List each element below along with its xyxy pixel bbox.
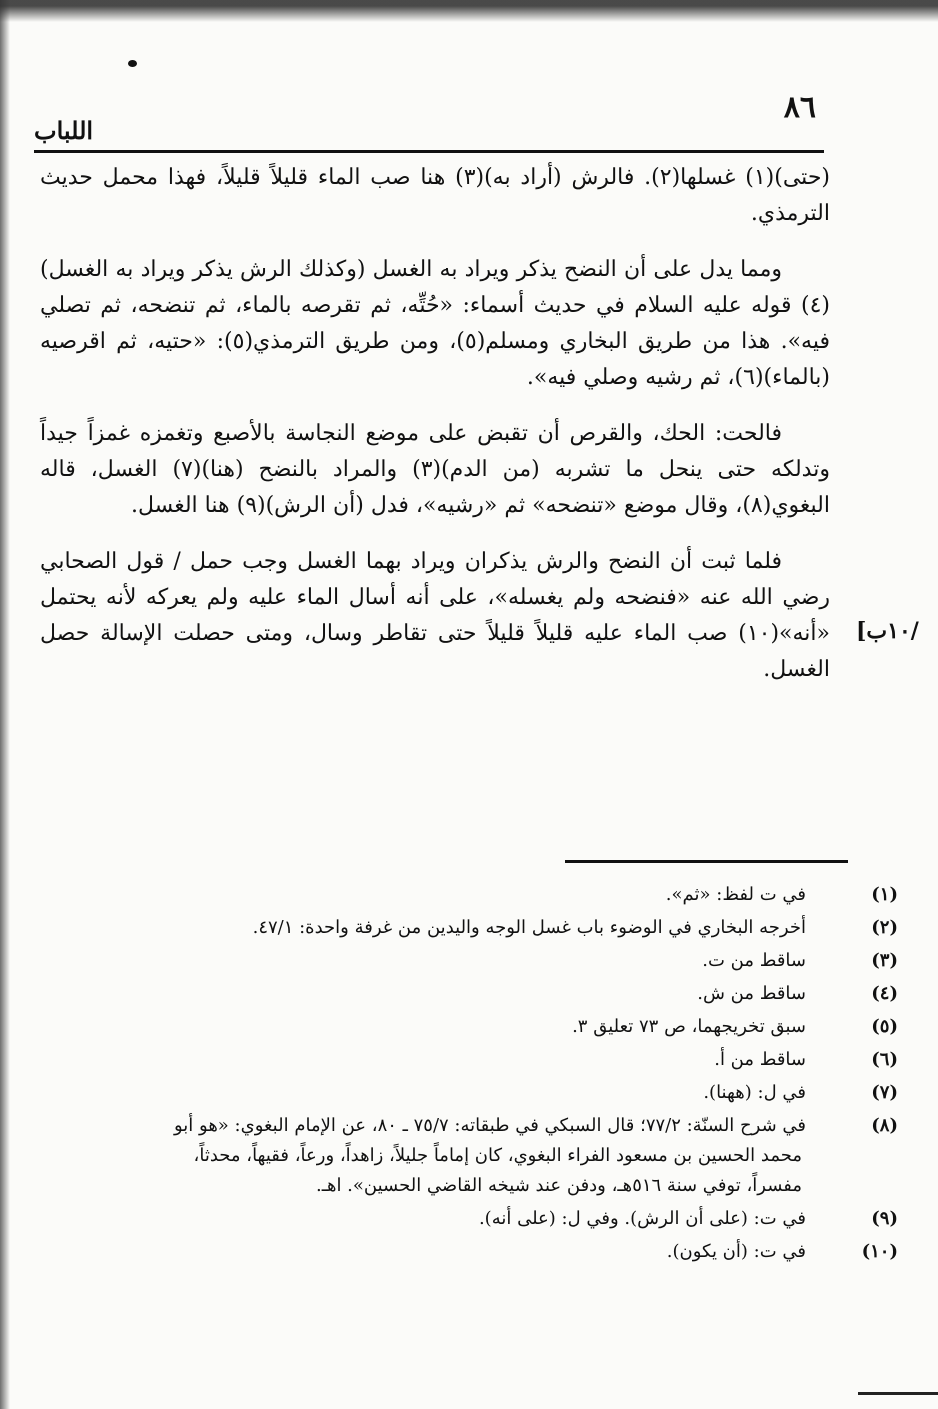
footnote-text: في ت: (أن يكون). bbox=[666, 1241, 806, 1262]
margin-folio-note: /١٠ب] bbox=[856, 618, 919, 644]
footnote-text: ساقط من أ. bbox=[714, 1049, 806, 1070]
paragraph: (حتى)(١) غسلها(٢). فالرش (أراد به)(٣) هنا صب الماء قليلاً قليلاً، فهذا محمل حديث الترمذي. bbox=[40, 165, 830, 226]
scan-edge-top bbox=[0, 0, 938, 22]
ink-dot bbox=[128, 60, 137, 67]
footnote bbox=[150, 1111, 898, 1201]
footnote bbox=[150, 1237, 898, 1267]
footnote-text: أخرجه البخاري في الوضوء باب غسل الوجه واليدين من غرفة واحدة: ٤٧/١. bbox=[252, 917, 806, 938]
footnote-text: ساقط من ش. bbox=[697, 983, 806, 1004]
footnote-text: في شرح السنّة: ٧٧/٢؛ قال السبكي في طبقاته: ٧٥/٧ ـ ٨٠، عن الإمام البغوي: «هو أبو محمد الحسين بن مسعود الفراء البغوي، كان إماماً جليلاً، زاهداً، ورعاً، فقيهاً، محدثاً، مفسراً، توفي سنة ٥١٦هـ، ودفن عند شيخه القاضي الحسين». اهـ. bbox=[173, 1115, 806, 1196]
footnote bbox=[150, 1078, 898, 1108]
header-rule bbox=[34, 150, 824, 153]
footnote-rule bbox=[565, 860, 848, 863]
footnote bbox=[150, 946, 898, 976]
footnote bbox=[150, 1012, 898, 1042]
main-text bbox=[40, 160, 830, 708]
footnote-text: في ل: (ههنا). bbox=[703, 1082, 806, 1103]
bottom-scan-line bbox=[858, 1392, 938, 1395]
footnote-number: (٢) bbox=[871, 917, 898, 938]
paragraph: فالحت: الحك، والقرص أن تقبض على موضع النجاسة بالأصبع وتغمزه غمزاً جيداً وتدلكه حتى ينحل ما تشربه (من الدم)(٣) والمراد بالنضح (هنا)(٧) الغسل، قاله البغوي(٨)، وقال موضع «تنضحه» ثم «رشيه»، فدل (أن الرش)(٩) هنا الغسل. bbox=[40, 421, 830, 518]
book-title: اللباب bbox=[34, 116, 94, 145]
scan-edge-left bbox=[0, 0, 10, 1409]
footnote-number: (٤) bbox=[871, 983, 898, 1004]
footnote-text: سبق تخريجهما، ص ٧٣ تعليق ٣. bbox=[572, 1016, 806, 1037]
footnotes bbox=[150, 880, 898, 1270]
footnote bbox=[150, 1204, 898, 1234]
footnote-number: (٥) bbox=[871, 1016, 898, 1037]
page-number: ٨٦ bbox=[783, 90, 816, 125]
footnote bbox=[150, 880, 898, 910]
footnote-text: في ت لفظ: «ثم». bbox=[665, 884, 806, 905]
paragraph: فلما ثبت أن النضح والرش يذكران ويراد بهما الغسل وجب حمل / قول الصحابي رضي الله عنه «فنضحه ولم يغسله»، على أنه أسال الماء عليه ولم يعركه لأنه يحتمل «أنه»(١٠) صب الماء عليه قليلاً قليلاً حتى تقاطر وسال، ومتى حصلت الإسالة حصل الغسل. bbox=[40, 549, 830, 682]
footnote-number: (٦) bbox=[871, 1049, 898, 1070]
footnote-text: في ت: (على أن الرش). وفي ل: (على أنه). bbox=[478, 1208, 806, 1229]
footnote-number: (١) bbox=[871, 884, 898, 905]
footnote bbox=[150, 913, 898, 943]
footnote-text: ساقط من ت. bbox=[702, 950, 806, 971]
footnote bbox=[150, 1045, 898, 1075]
page-header bbox=[34, 88, 824, 154]
footnote-number: (٧) bbox=[871, 1082, 898, 1103]
footnote bbox=[150, 979, 898, 1009]
footnote-number: (٨) bbox=[871, 1115, 898, 1136]
footnote-number: (١٠) bbox=[861, 1241, 898, 1262]
footnote-number: (٩) bbox=[871, 1208, 898, 1229]
paragraph: ومما يدل على أن النضح يذكر ويراد به الغسل (وكذلك الرش يذكر ويراد به الغسل)(٤) قوله عليه السلام في حديث أسماء: «حُتِّه، ثم تقرصه بالماء، ثم تنضحه، ثم تصلي فيه». هذا من طريق البخاري ومسلم(٥)، ومن طريق الترمذي(٥): «حتيه، ثم اقرصيه (بالماء)(٦)، ثم رشيه وصلي فيه». bbox=[40, 257, 831, 390]
footnote-number: (٣) bbox=[871, 950, 898, 971]
